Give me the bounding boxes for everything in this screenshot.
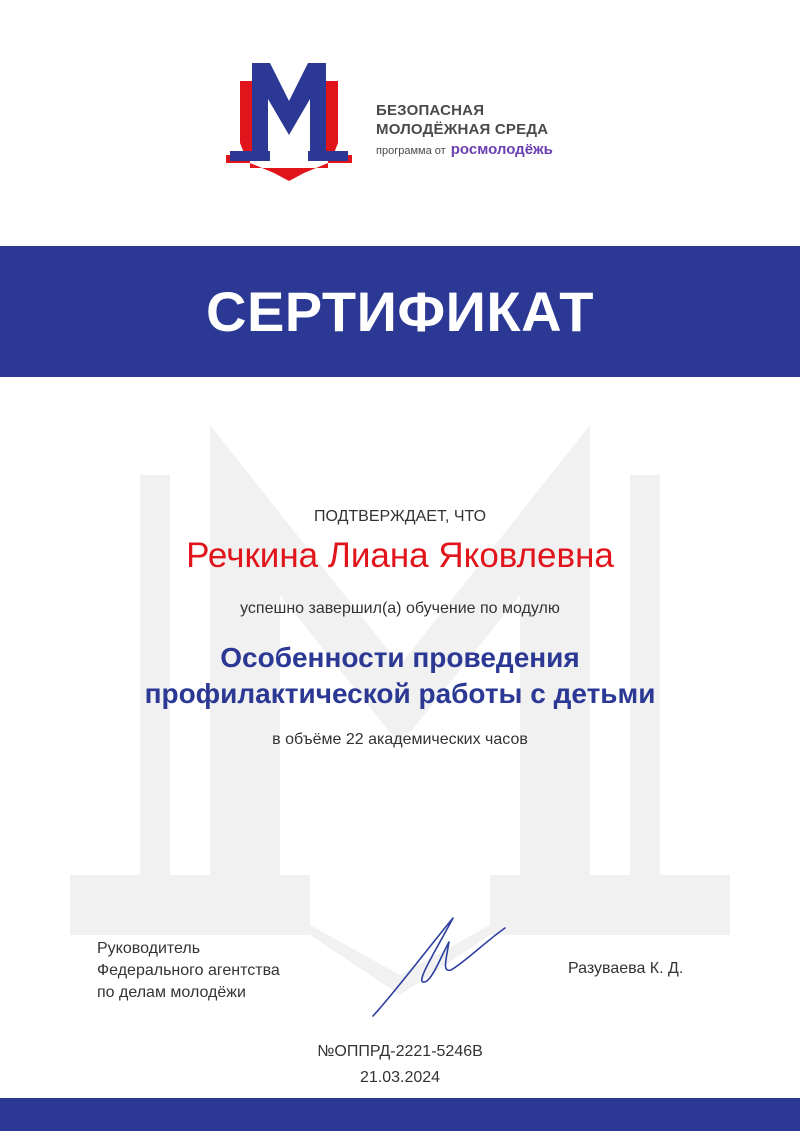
brand-program-prefix: программа от xyxy=(376,145,446,157)
module-title-line1: Особенности проведения xyxy=(220,642,580,673)
signatory-position xyxy=(97,938,280,1004)
certificate-number: №ОППРД-2221-5246В xyxy=(317,1043,483,1060)
brand-line1: БЕЗОПАСНАЯ xyxy=(376,102,485,119)
module-title-line2: профилактической работы с детьми xyxy=(144,678,656,709)
confirms-text: ПОДТВЕРЖДАЕТ, ЧТО xyxy=(313,508,487,525)
brand-logo xyxy=(226,63,352,181)
brand-text xyxy=(376,101,553,158)
position-line3: по делам молодёжи xyxy=(97,984,246,1001)
brand-org-name: росмолодёжь xyxy=(450,141,553,158)
certificate-title: СЕРТИФИКАТ xyxy=(206,280,594,343)
title-band xyxy=(0,246,800,377)
brand-line2: МОЛОДЁЖНАЯ СРЕДА xyxy=(376,121,549,138)
position-line2: Федерального агентства xyxy=(97,962,280,979)
footer-band xyxy=(0,1098,800,1131)
signature xyxy=(365,912,515,1022)
position-line1: Руководитель xyxy=(97,940,201,957)
completed-text: успешно завершил(а) обучение по модулю xyxy=(240,600,560,617)
signatory-name: Разуваева К. Д. xyxy=(568,960,684,977)
brand-line3 xyxy=(376,141,553,158)
recipient-name: Речкина Лиана Яковлевна xyxy=(186,536,614,575)
module-title xyxy=(0,640,800,712)
hours-text: в объёме 22 академических часов xyxy=(272,731,528,748)
issue-date: 21.03.2024 xyxy=(359,1069,441,1086)
